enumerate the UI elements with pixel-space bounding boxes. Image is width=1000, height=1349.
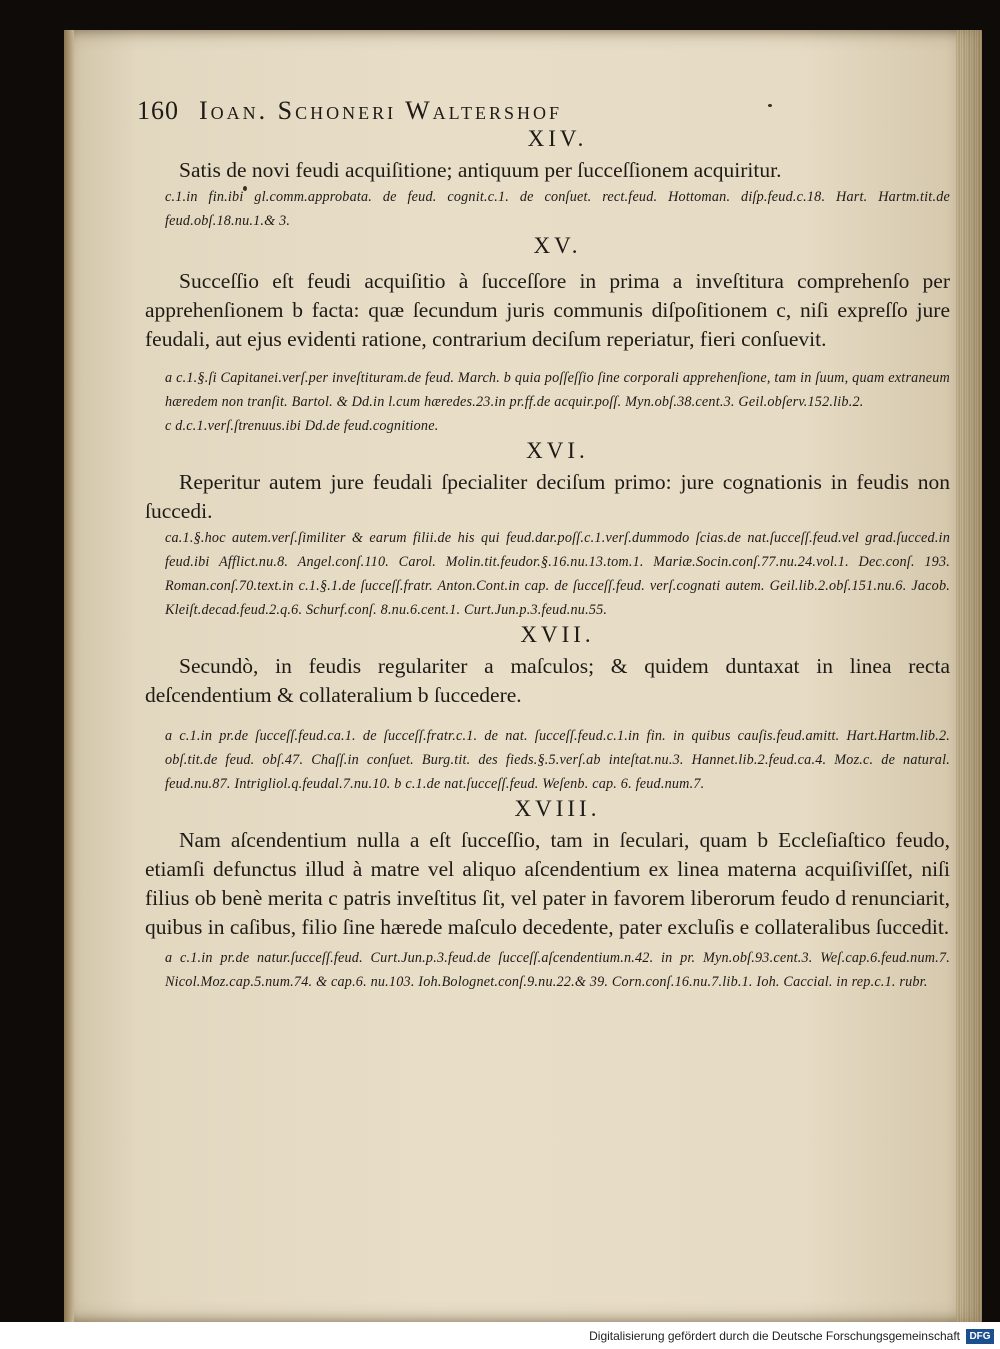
page-spine bbox=[64, 30, 74, 1322]
section-text: Satis de novi feudi acquiſitione; antiquum per ſucceſſionem acquiritur. bbox=[179, 158, 782, 182]
section-note: ca.1.§.hoc autem.verſ.ſimiliter & earum filii.de his qui feud.dar.poſſ.c.1.verſ.dummodo ſcias.de nat.ſucceſſ.feud.vel grad.ſucced.in feud.ibi Afflict.nu.8. Angel.conſ.110. Carol. Molin.tit.feudor.§.16.nu.13.tom.1. Mariæ.Socin.conſ.77.nu.24.vol.1. Dec.conſ. 193. Roman.conſ.70.text.in c.1.§.1.de ſucceſſ.fratr. Anton.Cont.in cap. de ſucceſſ.feud. verſ.cognati autem. Geil.lib.2.obſ.151.nu.6. Jacob. Kleiſt.decad.feud.2.q.6. Schurf.conſ. 8.nu.6.cent.1. Curt.Jun.p.3.feud.nu.55. bbox=[165, 530, 950, 618]
section-number: XV. bbox=[533, 233, 582, 258]
section-text: Nam aſcendentium nulla a eſt ſucceſſio, tam in ſeculari, quam b Eccleſiaſtico feudo, etiamſi defunctus illud à matre vel aliquo aſcendentium ex linea materna acquiſiviſſet, niſi filius ob benè merita c patris inveſtitus ſit, vel pater in favorem liberorum feudo d renunciarit, quibus in caſibus, filio ſine hærede maſculo decedente, pater excluſis e collateralibus ſuccedit. bbox=[145, 828, 950, 939]
section-note: c.1.in fin.ibi gl.comm.approbata. de feud. cognit.c.1. de conſuet. rect.feud. Hottoman. diſp.feud.c.18. Hart. Hartm.tit.de feud.obſ.18.nu.1.& 3. bbox=[165, 189, 950, 229]
section-text: Secundò, in feudis regulariter a maſculos; & quidem duntaxat in linea recta deſcendentium & collateralium b ſuccedere. bbox=[145, 654, 950, 707]
section-note: a c.1.§.ſi Capitanei.verſ.per inveſtituram.de feud. March. b quia poſſeſſio ſine corporali apprehenſione, tam in ſuum, quam extraneum hæredem non tranſit. Bartol. & Dd.in l.cum hæredes.23.in pr.ff.de acquir.poſſ. Myn.obſ.38.cent.3. Geil.obſerv.152.lib.2. bbox=[165, 370, 950, 410]
section-number: XIV. bbox=[527, 126, 588, 151]
section-note: a c.1.in pr.de ſucceſſ.feud.ca.1. de ſucceſſ.fratr.c.1. de nat. ſucceſſ.feud.c.1.in fin. in quibus cauſis.feud.amitt. Hart.Hartm.lib.2. obſ.tit.de feud. obſ.47. Chaſſ.in conſuet. Burg.tit. des fieds.§.5.verſ.ab inteſtat.nu.3. Hannet.lib.2.feud.ca.4. Moz.c. de natural. feud.nu.87. Intrigliol.q.feudal.7.nu.10. b c.1.de nat.ſucceſſ.feud. Weſenb. cap. 6. feud.num.7. bbox=[165, 728, 950, 792]
dfg-logo-icon: DFG bbox=[966, 1329, 994, 1344]
running-head bbox=[137, 96, 950, 126]
section-text: Succeſſio eſt feudi acquiſitio à ſucceſſore in prima a inveſtitura comprehenſo per apprehenſionem b facta: quæ ſecundum juris communis diſpoſitionem c, niſi expreſſo jure feudali, aut ejus evidenti ratione, contrarium deciſum reperiatur, fieri conſuevit. bbox=[145, 269, 950, 351]
footer-bar bbox=[0, 1322, 1000, 1349]
section-number: XVII. bbox=[520, 622, 595, 647]
section-note: c d.c.1.verſ.ſtrenuus.ibi Dd.de feud.cognitione. bbox=[165, 418, 439, 434]
section-number: XVIII. bbox=[514, 796, 601, 821]
section-number: XVI. bbox=[526, 438, 589, 463]
page-edge bbox=[956, 30, 982, 1322]
footer-credit: Digitalisierung gefördert durch die Deutsche Forschungsgemeinschaft bbox=[589, 1329, 960, 1343]
page-number: 160 bbox=[137, 96, 179, 125]
section-text: Reperitur autem jure feudali ſpecialiter deciſum primo: jure cognationis in feudis non ſuccedi. bbox=[145, 470, 950, 523]
running-title: Ioan. Schoneri Waltershof bbox=[199, 96, 563, 125]
page-content bbox=[137, 96, 950, 994]
section-note: a c.1.in pr.de natur.ſucceſſ.feud. Curt.Jun.p.3.feud.de ſucceſſ.aſcendentium.n.42. in pr. Myn.obſ.93.cent.3. Weſ.cap.6.feud.num.7. Nicol.Moz.cap.5.num.74. & cap.6. nu.103. Ioh.Bolognet.conſ.9.nu.22.& 39. Corn.conſ.16.nu.7.lib.1. Ioh. Caccial. in rep.c.1. rubr. bbox=[165, 950, 950, 990]
